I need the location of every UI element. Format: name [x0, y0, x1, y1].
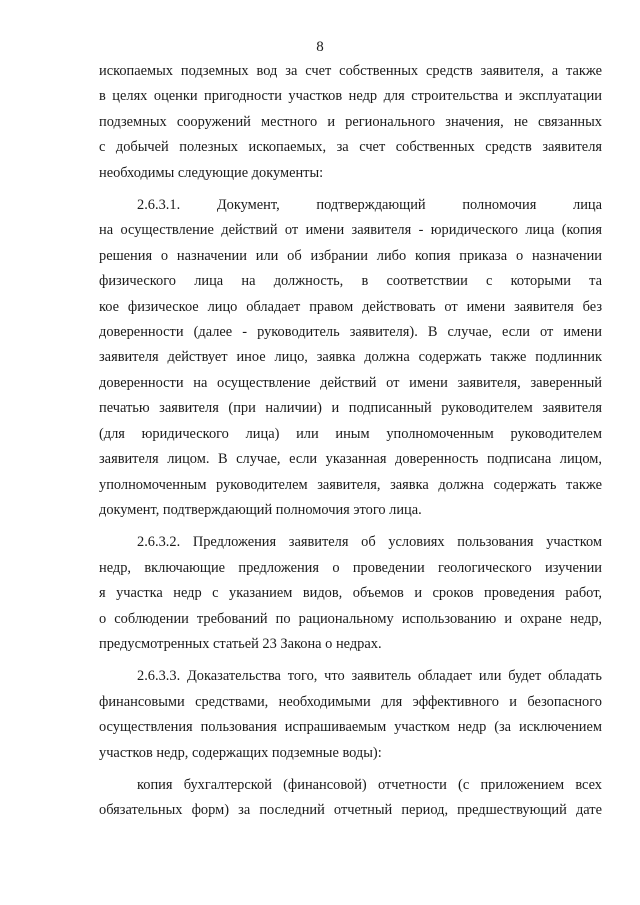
text-line: заявителя лицом. В случае, если указанная доверенность подписана лицом, [99, 451, 602, 468]
text-line: участков недр, содержащих подземные воды): [99, 744, 382, 761]
text-line: о соблюдении требований по рациональному использованию и охране недр, [99, 610, 602, 627]
text-line: документ, подтверждающий полномочия этого лица. [99, 501, 422, 518]
page-number: 8 [316, 39, 324, 55]
document-body [99, 59, 602, 824]
text-line: доверенности (далее - руководитель заявителя). В случае, если от имени [99, 324, 602, 341]
text-line: обязательных форм) за последний отчетный период, предшествующий дате [99, 802, 602, 819]
text-line: осуществления пользования испрашиваемым участком недр (за исключением [99, 719, 602, 736]
text-line: недр, включающие предложения о проведении геологического изучении [99, 559, 602, 576]
text-line: (для юридического лица) или иным уполномоченным руководителем [99, 425, 602, 442]
text-line: печатью заявителя (при наличии) и подписанный руководителем заявителя [99, 400, 602, 417]
text-line: решения о назначении или об избрании либо копия приказа о назначении [99, 247, 602, 264]
text-line: с добычей полезных ископаемых, за счет собственных средств заявителя [99, 139, 602, 156]
text-line: 2.6.3.2. Предложения заявителя об условиях пользования участком [137, 534, 602, 551]
paragraph-2-6-3-3 [99, 664, 602, 766]
text-line: копия бухгалтерской (финансовой) отчетности (с приложением всех [137, 776, 602, 793]
text-line: физического лица на должность, в соответствии с которыми та [99, 273, 602, 290]
text-line: 2.6.3.3. Доказательства того, что заявитель обладает или будет обладать [137, 668, 602, 685]
paragraph-continuation [99, 59, 602, 186]
text-line: кое физическое лицо обладает правом действовать от имени заявителя без [99, 298, 602, 315]
text-line: ископаемых подземных вод за счет собственных средств заявителя, а также [99, 63, 602, 79]
text-line: уполномоченным руководителем заявителя, заявка должна содержать также [99, 476, 602, 493]
text-line: в целях оценки пригодности участков недр для строительства и эксплуатации [99, 88, 602, 105]
paragraph-accounting-copy [99, 773, 602, 824]
paragraph-2-6-3-1 [99, 193, 602, 523]
text-line: заявителя действует иное лицо, заявка должна содержать также подлинник [99, 349, 602, 366]
paragraph-2-6-3-2 [99, 530, 602, 657]
text-line: подземных сооружений местного и регионального значения, не связанных [99, 113, 602, 130]
text-line: 2.6.3.1. Документ, подтверждающий полномочия лица [137, 197, 602, 214]
text-line: финансовыми средствами, необходимыми для эффективного и безопасного [99, 693, 602, 710]
text-line: я участка недр с указанием видов, объемов и сроков проведения работ, [99, 585, 602, 602]
text-line: необходимы следующие документы: [99, 164, 324, 181]
text-line: на осуществление действий от имени заявителя - юридического лица (копия [99, 222, 602, 239]
text-line: доверенности на осуществление действий от имени заявителя, заверенный [99, 374, 602, 391]
text-line: предусмотренных статьей 23 Закона о недрах. [99, 635, 382, 652]
